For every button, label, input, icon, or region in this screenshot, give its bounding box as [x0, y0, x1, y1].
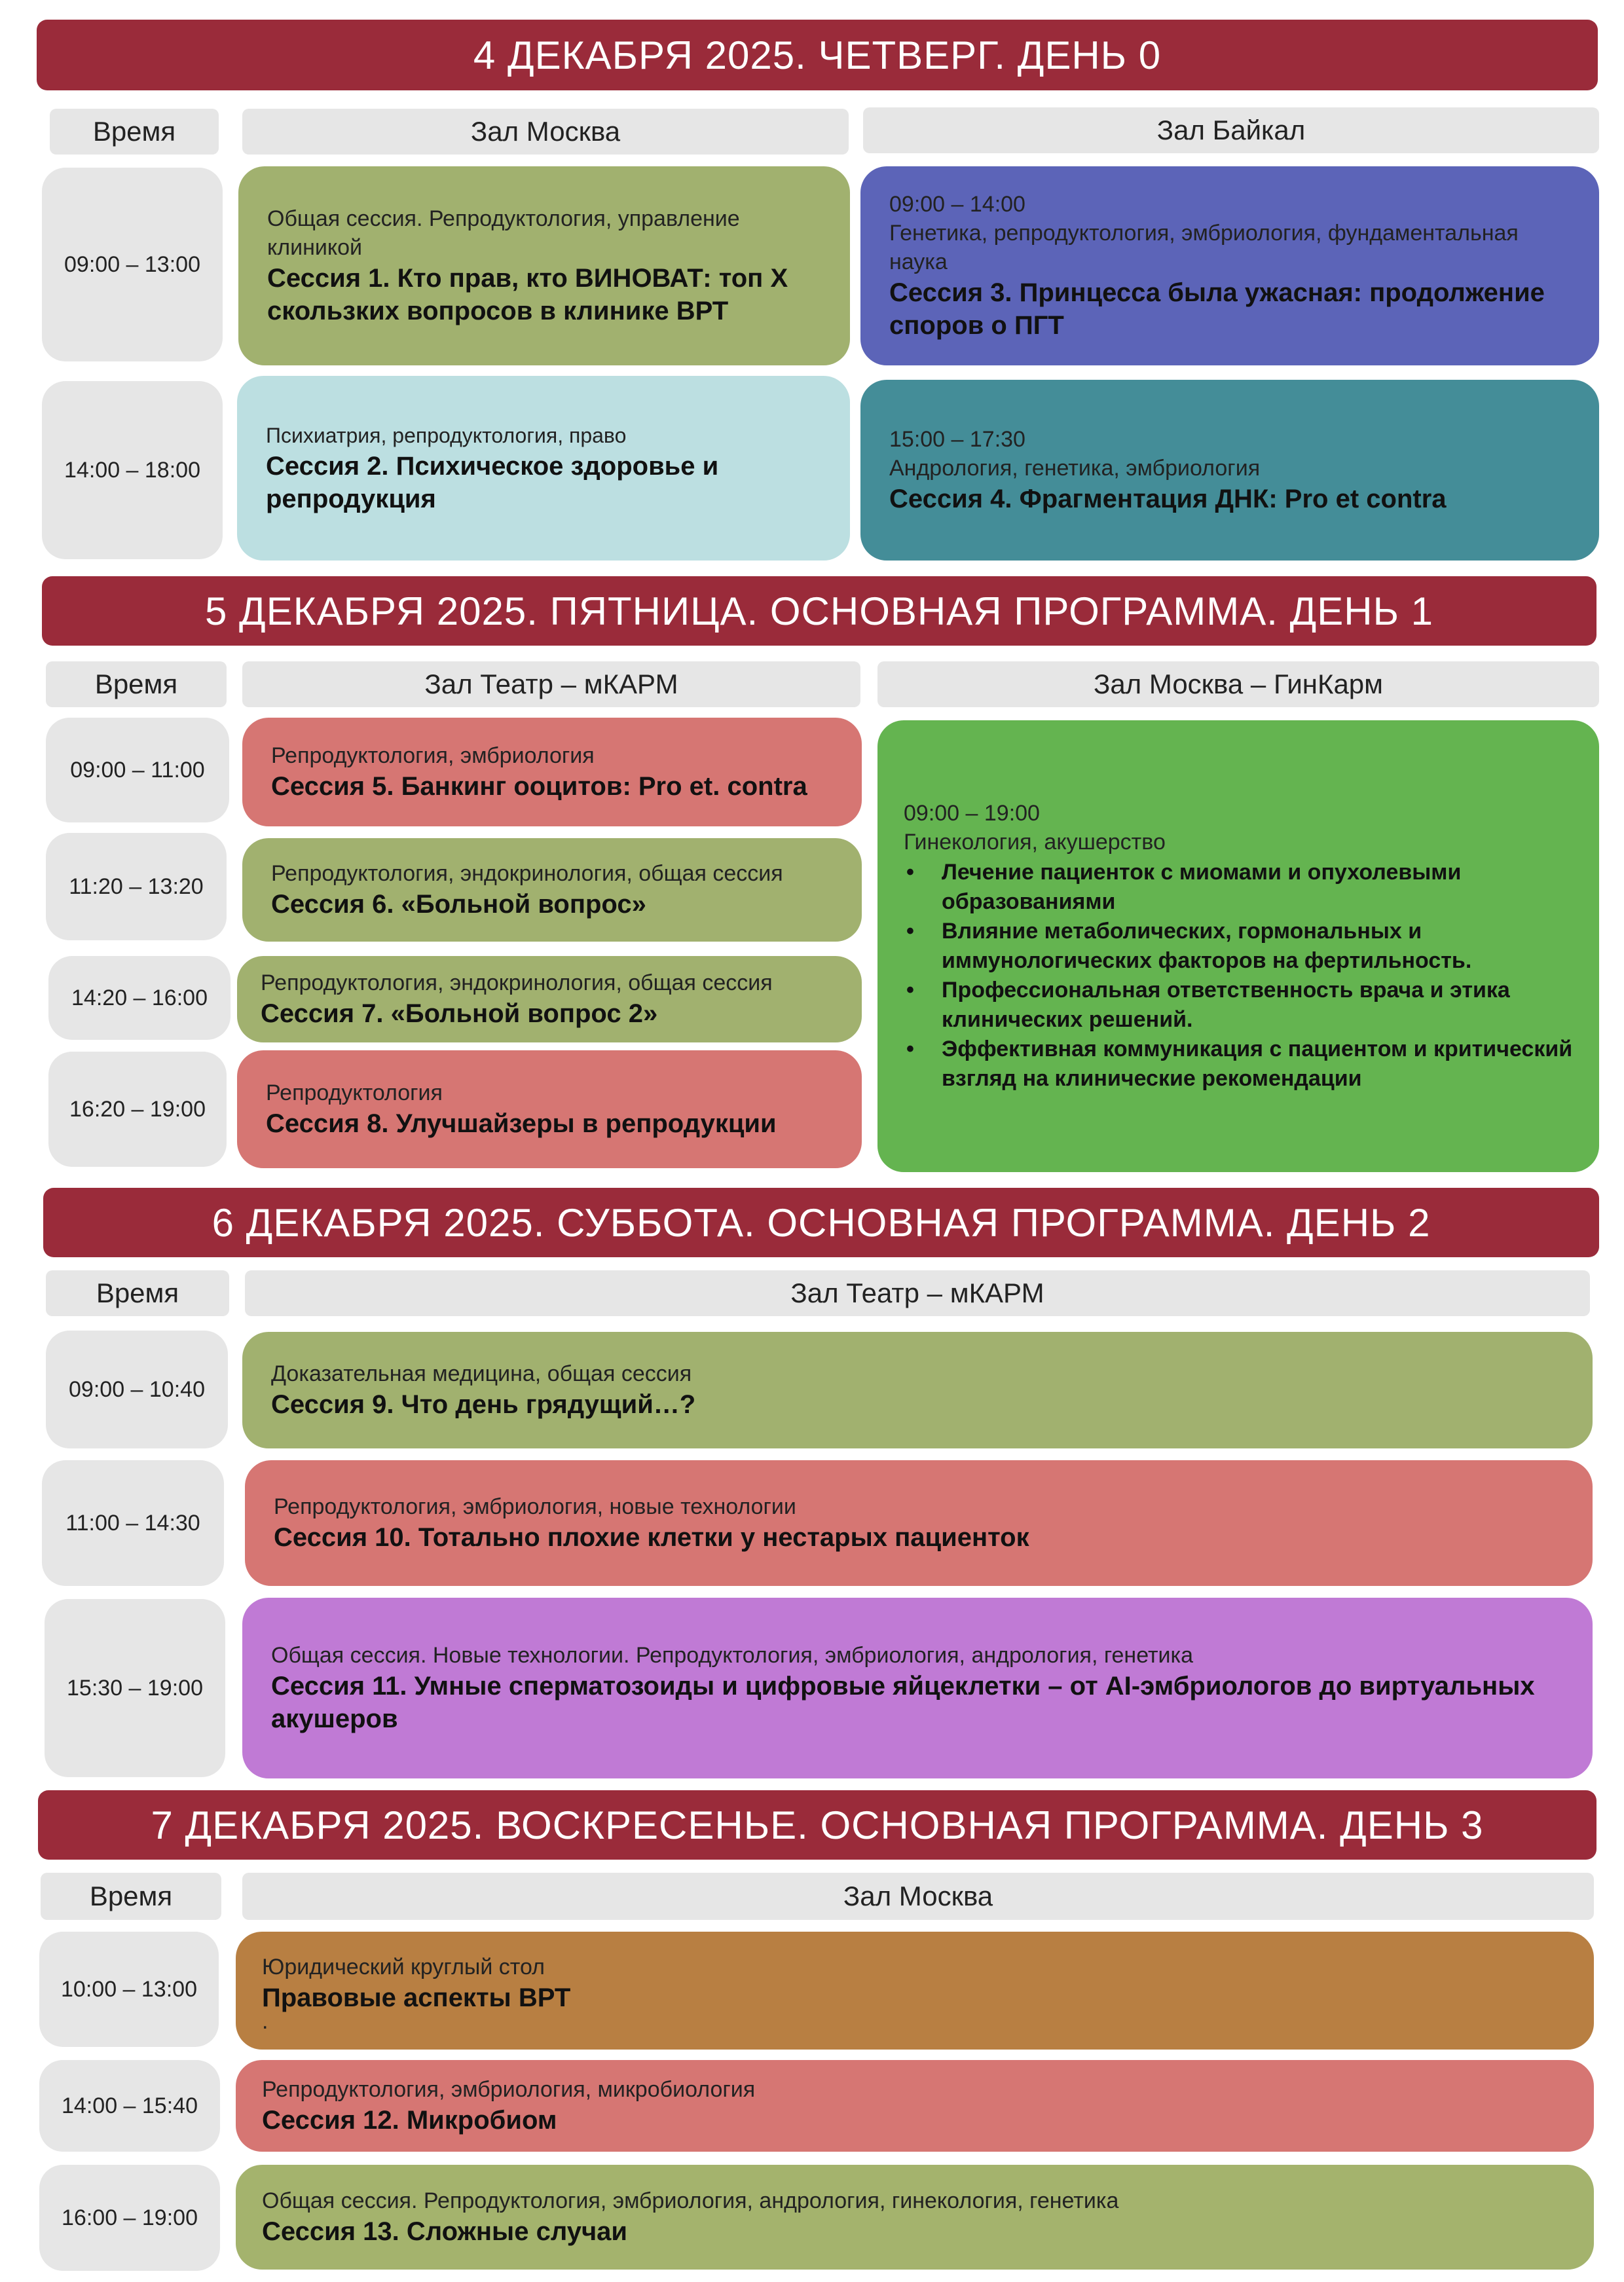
gynecology-topics-list: [904, 858, 1573, 1094]
session-title: Сессия 12. Микробиом: [262, 2106, 557, 2135]
time-column-header: Время: [41, 1873, 221, 1920]
time-slot: 14:00 – 18:00: [42, 381, 223, 559]
session-topic: Доказательная медицина, общая сессия: [271, 1361, 692, 1386]
session-card-2[interactable]: [237, 376, 850, 561]
legal-round-table-card[interactable]: [236, 1932, 1594, 2050]
session-card-10[interactable]: [245, 1460, 1593, 1586]
hall-moscow-ginkarm-header: Зал Москва – ГинКарм: [877, 661, 1599, 707]
list-item: • Влияние метаболических, гормональных и иммунологических факторов на фертильность.: [904, 917, 1573, 976]
session-card-12[interactable]: [236, 2060, 1594, 2152]
day-3-banner: 7 ДЕКАБРЯ 2025. ВОСКРЕСЕНЬЕ. ОСНОВНАЯ ПРОГРАММА. ДЕНЬ 3: [38, 1790, 1596, 1860]
session-card-9[interactable]: [242, 1332, 1593, 1448]
session-title: Сессия 2. Психическое здоровье и репродукция: [266, 452, 719, 513]
time-slot: 15:30 – 19:00: [45, 1599, 225, 1777]
session-title: Сессия 13. Сложные случаи: [262, 2217, 628, 2246]
session-topic: Психиатрия, репродуктология, право: [266, 424, 627, 447]
time-slot: 09:00 – 13:00: [42, 168, 223, 361]
session-time: 09:00 – 14:00: [889, 192, 1025, 217]
time-slot: 16:20 – 19:00: [48, 1052, 227, 1167]
session-topic: Репродуктология, эндокринология, общая сессия: [261, 970, 773, 995]
time-slot: 10:00 – 13:00: [39, 1932, 219, 2047]
session-title: Сессия 4. Фрагментация ДНК: Pro et contra: [889, 485, 1447, 513]
day-0-banner: 4 ДЕКАБРЯ 2025. ЧЕТВЕРГ. ДЕНЬ 0: [37, 20, 1598, 90]
list-item: • Эффективная коммуникация с пациентом и критический взгляд на клинические рекомендации: [904, 1035, 1573, 1094]
session-title: Правовые аспекты ВРТ: [262, 1983, 571, 2012]
hall-theatre-header: Зал Театр – мКАРМ: [242, 661, 860, 707]
session-title: Сессия 5. Банкинг ооцитов: Pro et. contra: [271, 772, 807, 801]
session-topic: Андрология, генетика, эмбриология: [889, 456, 1261, 481]
time-column-header: Время: [46, 661, 227, 707]
time-slot: 09:00 – 10:40: [46, 1331, 228, 1448]
session-topic: Репродуктология, эндокринология, общая сессия: [271, 861, 783, 886]
hall-theatre-header: Зал Театр – мКАРМ: [245, 1270, 1590, 1316]
session-note: .: [262, 2009, 268, 2034]
session-card-13[interactable]: [236, 2165, 1594, 2270]
time-column-header: Время: [46, 1270, 229, 1316]
time-slot: 14:20 – 16:00: [48, 956, 231, 1040]
time-slot: 11:00 – 14:30: [42, 1460, 224, 1586]
session-topic: Репродуктология, эмбриология: [271, 743, 595, 768]
session-card-1[interactable]: [238, 166, 850, 365]
time-column-header: Время: [50, 109, 219, 155]
time-slot: 09:00 – 11:00: [46, 718, 229, 822]
session-time: 15:00 – 17:30: [889, 427, 1025, 452]
session-title: Сессия 9. Что день грядущий…?: [271, 1390, 696, 1419]
session-topic: Общая сессия. Репродуктология, управление клиникой: [267, 206, 740, 260]
session-card-6[interactable]: [242, 838, 862, 942]
session-title: Сессия 11. Умные сперматозоиды и цифровые яйцеклетки – от AI-эмбриологов до виртуальных акушеров: [271, 1672, 1535, 1733]
session-card-8[interactable]: [237, 1050, 862, 1168]
session-topic: Репродуктология: [266, 1080, 443, 1105]
time-slot: 14:00 – 15:40: [39, 2060, 220, 2152]
session-title: Сессия 7. «Больной вопрос 2»: [261, 999, 658, 1028]
gynecology-program-card[interactable]: [877, 720, 1599, 1172]
session-title: Сессия 3. Принцесса была ужасная: продолжение споров о ПГТ: [889, 278, 1545, 340]
list-item: • Лечение пациенток с миомами и опухолевыми образованиями: [904, 858, 1573, 917]
day-2-banner: 6 ДЕКАБРЯ 2025. СУББОТА. ОСНОВНАЯ ПРОГРАММА. ДЕНЬ 2: [43, 1188, 1599, 1257]
session-card-7[interactable]: [237, 956, 862, 1042]
time-slot: 16:00 – 19:00: [39, 2165, 220, 2271]
list-item: • Профессиональная ответственность врача и этика клинических решений.: [904, 976, 1573, 1035]
session-title: Сессия 8. Улучшайзеры в репродукции: [266, 1109, 777, 1138]
session-topic: Репродуктология, эмбриология, новые технологии: [274, 1494, 796, 1519]
session-title: Сессия 6. «Больной вопрос»: [271, 890, 646, 919]
day-1-banner: 5 ДЕКАБРЯ 2025. ПЯТНИЦА. ОСНОВНАЯ ПРОГРАММА. ДЕНЬ 1: [42, 576, 1596, 646]
session-card-5[interactable]: [242, 718, 862, 826]
session-card-11[interactable]: [242, 1598, 1593, 1778]
session-topic: Репродуктология, эмбриология, микробиология: [262, 2077, 756, 2102]
session-topic: Генетика, репродуктология, эмбриология, фундаментальная наука: [889, 221, 1519, 274]
session-topic: Общая сессия. Репродуктология, эмбриология, андрология, гинекология, генетика: [262, 2188, 1119, 2213]
time-slot: 11:20 – 13:20: [46, 833, 227, 940]
session-title: Сессия 1. Кто прав, кто ВИНОВАТ: топ Х скользких вопросов в клинике ВРТ: [267, 264, 788, 325]
session-topic: Общая сессия. Новые технологии. Репродуктология, эмбриология, андрология, генетика: [271, 1643, 1194, 1668]
session-card-3[interactable]: [860, 166, 1599, 365]
hall-moscow-header: Зал Москва: [242, 1873, 1594, 1920]
session-card-4[interactable]: [860, 380, 1599, 561]
session-time: 09:00 – 19:00: [904, 801, 1040, 826]
hall-baikal-header: Зал Байкал: [863, 107, 1599, 153]
hall-moscow-header: Зал Москва: [242, 109, 849, 155]
session-topic: Гинекология, акушерство: [904, 830, 1166, 855]
session-title: Сессия 10. Тотально плохие клетки у нестарых пациенток: [274, 1523, 1029, 1552]
session-topic: Юридический круглый стол: [262, 1955, 545, 1979]
